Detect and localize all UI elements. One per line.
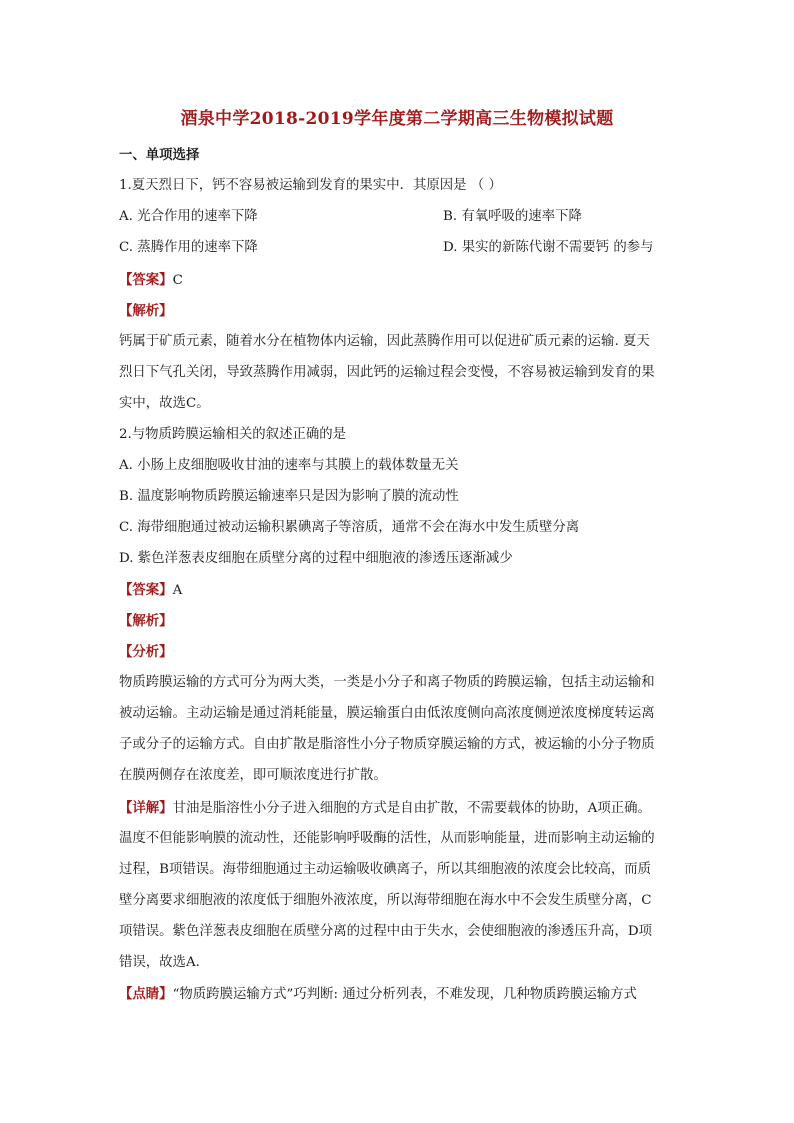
q1-option-c: C. 蒸腾作用的速率下降 bbox=[119, 240, 258, 255]
xiangjie-text: 甘油是脂溶性小分子进入细胞的方式是自由扩散，不需要载体的协助，A项正确。 bbox=[172, 801, 651, 816]
q2-option-a: A. 小肠上皮细胞吸收甘油的速率与其膜上的载体数量无关 bbox=[119, 458, 459, 473]
answer-tag: 【答案】 bbox=[119, 582, 173, 598]
dianjing-text: “物质跨膜运输方式”巧判断: 通过分析列表，不难发现，几种物质跨膜运输方式 bbox=[172, 987, 637, 1002]
q2-fenxi-tag: 【分析】 bbox=[119, 644, 173, 660]
q1-analysis-line: 钙属于矿质元素，随着水分在植物体内运输，因此蒸腾作用可以促进矿质元素的运输. 夏天 bbox=[119, 334, 650, 349]
q1-answer bbox=[119, 270, 679, 291]
q2-xiangjie-first bbox=[119, 798, 679, 819]
q2-xiangjie-line: 错误，故选A. bbox=[119, 955, 200, 970]
q2-option-d: D. 紫色洋葱表皮细胞在质壁分离的过程中细胞液的渗透压逐渐减少 bbox=[119, 551, 513, 566]
answer-value: A bbox=[172, 583, 183, 598]
q1-option-a: A. 光合作用的速率下降 bbox=[119, 209, 258, 224]
q2-analysis-tag: 【解析】 bbox=[119, 613, 173, 629]
q2-option-b: B. 温度影响物质跨膜运输速率只是因为影响了膜的流动性 bbox=[119, 489, 459, 504]
q2-dianjing bbox=[119, 984, 679, 1005]
question-2-stem: 2.与物质跨膜运输相关的叙述正确的是 bbox=[119, 427, 347, 442]
xiangjie-tag: 【详解】 bbox=[119, 800, 173, 816]
question-1-stem: 1.夏天烈日下，钙不容易被运输到发育的果实中．其原因是 （ ） bbox=[119, 178, 502, 193]
dianjing-tag: 【点睛】 bbox=[119, 986, 173, 1002]
q2-xiangjie-line: 壁分离要求细胞液的浓度低于细胞外液浓度，所以海带细胞在海水中不会发生质壁分离，C bbox=[119, 893, 652, 908]
q2-xiangjie-line: 温度不但能影响膜的流动性，还能影响呼吸酶的活性，从而影响能量，进而影响主动运输的 bbox=[119, 831, 655, 846]
q2-fenxi-line: 物质跨膜运输的方式可分为两大类，一类是小分子和离子物质的跨膜运输，包括主动运输和 bbox=[119, 675, 655, 690]
q1-option-d: D. 果实的新陈代谢不需要钙 的参与 bbox=[443, 240, 654, 255]
q2-xiangjie-line: 过程，B项错误。海带细胞通过主动运输吸收碘离子，所以其细胞液的浓度会比较高，而质 bbox=[119, 862, 652, 877]
q2-answer bbox=[119, 580, 679, 601]
q1-analysis-tag: 【解析】 bbox=[119, 303, 173, 319]
q1-analysis-line: 烈日下气孔关闭，导致蒸腾作用减弱，因此钙的运输过程会变慢，不容易被运输到发育的果 bbox=[119, 365, 655, 380]
q2-fenxi-line: 被动运输。主动运输是通过消耗能量，膜运输蛋白由低浓度侧向高浓度侧逆浓度梯度转运离 bbox=[119, 706, 655, 721]
q1-option-b: B. 有氧呼吸的速率下降 bbox=[443, 209, 582, 224]
q2-option-c: C. 海带细胞通过被动运输积累碘离子等溶质，通常不会在海水中发生质壁分离 bbox=[119, 520, 580, 535]
answer-value: C bbox=[172, 273, 183, 288]
q1-analysis-line: 实中，故选C。 bbox=[119, 396, 210, 411]
q2-xiangjie-line: 项错误。紫色洋葱表皮细胞在质壁分离的过程中由于失水，会使细胞液的渗透压升高，D项 bbox=[119, 924, 652, 939]
q2-fenxi-line: 在膜两侧存在浓度差，即可顺浓度进行扩散。 bbox=[119, 768, 387, 783]
section-heading: 一、单项选择 bbox=[119, 147, 200, 163]
answer-tag: 【答案】 bbox=[119, 272, 173, 288]
q2-fenxi-line: 子或分子的运输方式。自由扩散是脂溶性小分子物质穿膜运输的方式，被运输的小分子物质 bbox=[119, 737, 655, 752]
page-title: 酒泉中学2018-2019学年度第二学期高三生物模拟试题 bbox=[180, 109, 614, 129]
